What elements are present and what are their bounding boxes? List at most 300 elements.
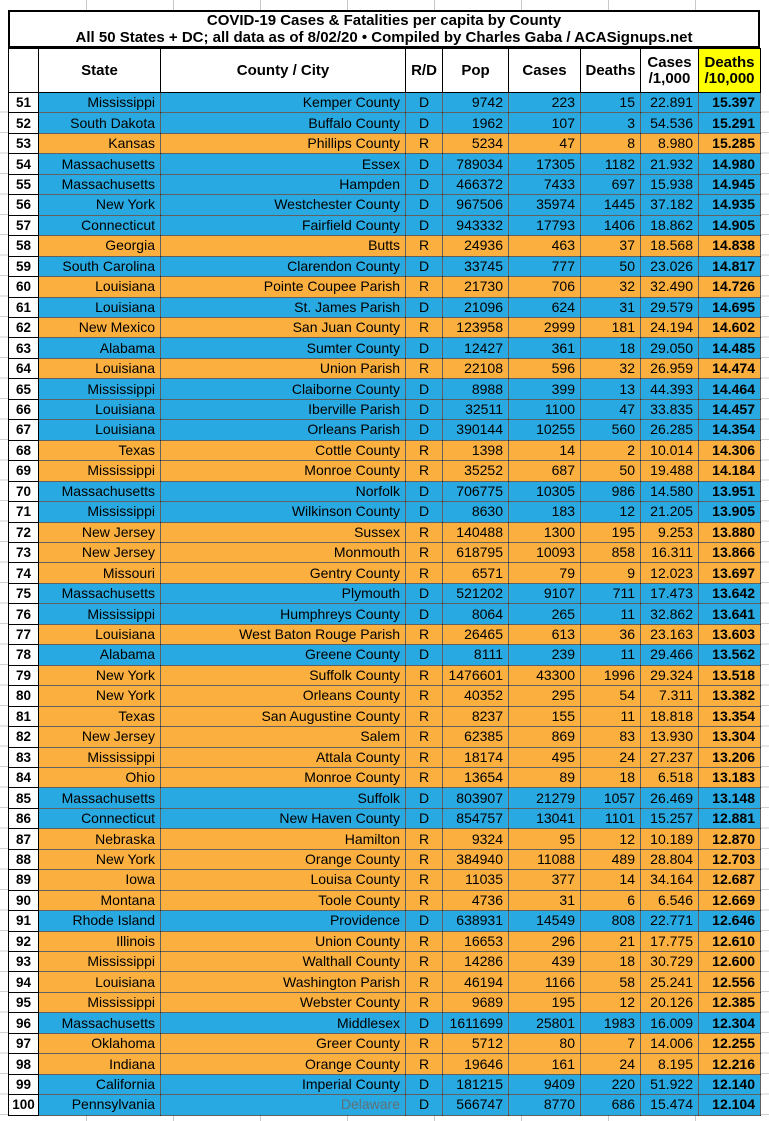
row-pop-cell[interactable]: 21730 [443, 277, 509, 297]
row-party-cell[interactable]: D [406, 113, 443, 133]
row-rank-cell[interactable]: 93 [9, 952, 39, 972]
row-county-cell[interactable]: Humphreys County [161, 604, 406, 624]
row-pop-cell[interactable]: 123958 [443, 317, 509, 337]
row-party-cell[interactable]: D [406, 215, 443, 235]
row-deaths-per-10000-cell[interactable]: 12.556 [699, 972, 761, 992]
row-pop-cell[interactable]: 16653 [443, 931, 509, 951]
row-deaths-cell[interactable]: 560 [581, 420, 641, 440]
row-rank-cell[interactable]: 87 [9, 829, 39, 849]
row-rank-cell[interactable]: 85 [9, 788, 39, 808]
row-county-cell[interactable]: Iberville Parish [161, 399, 406, 419]
row-pop-cell[interactable]: 618795 [443, 542, 509, 562]
row-party-cell[interactable]: R [406, 563, 443, 583]
row-deaths-cell[interactable]: 36 [581, 624, 641, 644]
row-deaths-cell[interactable]: 24 [581, 1054, 641, 1074]
row-county-cell[interactable]: Toole County [161, 890, 406, 910]
row-party-cell[interactable]: D [406, 911, 443, 931]
row-rank-cell[interactable]: 58 [9, 236, 39, 256]
row-deaths-cell[interactable]: 11 [581, 604, 641, 624]
row-state-cell[interactable]: Louisiana [39, 297, 161, 317]
row-state-cell[interactable]: Missouri [39, 563, 161, 583]
row-pop-cell[interactable]: 40352 [443, 686, 509, 706]
row-rank-cell[interactable]: 52 [9, 113, 39, 133]
row-cases-per-1000-cell[interactable]: 29.050 [641, 338, 699, 358]
row-county-cell[interactable]: Webster County [161, 992, 406, 1012]
row-county-cell[interactable]: Suffolk County [161, 665, 406, 685]
row-party-cell[interactable]: D [406, 174, 443, 194]
row-state-cell[interactable]: Louisiana [39, 277, 161, 297]
row-deaths-cell[interactable]: 24 [581, 747, 641, 767]
row-cases-per-1000-cell[interactable]: 6.546 [641, 890, 699, 910]
row-cases-cell[interactable]: 107 [509, 113, 581, 133]
row-state-cell[interactable]: Massachusetts [39, 788, 161, 808]
row-deaths-per-10000-cell[interactable]: 13.642 [699, 583, 761, 603]
row-party-cell[interactable]: R [406, 461, 443, 481]
row-pop-cell[interactable]: 62385 [443, 727, 509, 747]
row-county-cell[interactable]: Washington Parish [161, 972, 406, 992]
row-cases-per-1000-cell[interactable]: 9.253 [641, 522, 699, 542]
row-party-cell[interactable]: D [406, 645, 443, 665]
row-rank-cell[interactable]: 61 [9, 297, 39, 317]
row-cases-per-1000-cell[interactable]: 21.932 [641, 154, 699, 174]
row-party-cell[interactable]: R [406, 870, 443, 890]
row-deaths-cell[interactable]: 1057 [581, 788, 641, 808]
row-pop-cell[interactable]: 11035 [443, 870, 509, 890]
row-state-cell[interactable]: Massachusetts [39, 481, 161, 501]
row-county-cell[interactable]: Butts [161, 236, 406, 256]
row-deaths-per-10000-cell[interactable]: 13.518 [699, 665, 761, 685]
row-pop-cell[interactable]: 8064 [443, 604, 509, 624]
row-pop-cell[interactable]: 46194 [443, 972, 509, 992]
row-cases-cell[interactable]: 239 [509, 645, 581, 665]
row-deaths-per-10000-cell[interactable]: 12.304 [699, 1013, 761, 1033]
row-state-cell[interactable]: Montana [39, 890, 161, 910]
row-deaths-per-10000-cell[interactable]: 14.980 [699, 154, 761, 174]
row-deaths-cell[interactable]: 8 [581, 133, 641, 153]
row-cases-per-1000-cell[interactable]: 29.466 [641, 645, 699, 665]
row-cases-cell[interactable]: 596 [509, 358, 581, 378]
row-cases-cell[interactable]: 687 [509, 461, 581, 481]
row-rank-cell[interactable]: 65 [9, 379, 39, 399]
row-cases-cell[interactable]: 89 [509, 767, 581, 787]
row-deaths-cell[interactable]: 14 [581, 870, 641, 890]
row-party-cell[interactable]: D [406, 583, 443, 603]
row-state-cell[interactable]: Mississippi [39, 992, 161, 1012]
row-county-cell[interactable]: Imperial County [161, 1074, 406, 1094]
row-party-cell[interactable]: D [406, 379, 443, 399]
row-cases-cell[interactable]: 295 [509, 686, 581, 706]
row-state-cell[interactable]: Oklahoma [39, 1033, 161, 1053]
row-pop-cell[interactable]: 967506 [443, 195, 509, 215]
row-state-cell[interactable]: Massachusetts [39, 1013, 161, 1033]
row-deaths-cell[interactable]: 18 [581, 338, 641, 358]
row-deaths-per-10000-cell[interactable]: 13.603 [699, 624, 761, 644]
row-deaths-cell[interactable]: 711 [581, 583, 641, 603]
row-cases-cell[interactable]: 14 [509, 440, 581, 460]
row-cases-cell[interactable]: 265 [509, 604, 581, 624]
row-party-cell[interactable]: R [406, 236, 443, 256]
row-cases-per-1000-cell[interactable]: 54.536 [641, 113, 699, 133]
row-county-cell[interactable]: Hamilton [161, 829, 406, 849]
row-party-cell[interactable]: D [406, 1013, 443, 1033]
row-party-cell[interactable]: D [406, 808, 443, 828]
col-header-deaths[interactable]: Deaths [581, 49, 641, 93]
row-rank-cell[interactable]: 56 [9, 195, 39, 215]
row-deaths-per-10000-cell[interactable]: 12.140 [699, 1074, 761, 1094]
row-cases-per-1000-cell[interactable]: 13.930 [641, 727, 699, 747]
row-deaths-per-10000-cell[interactable]: 13.562 [699, 645, 761, 665]
col-header-cases-per-1000[interactable] [641, 49, 699, 93]
row-party-cell[interactable]: D [406, 420, 443, 440]
row-state-cell[interactable]: Mississippi [39, 93, 161, 113]
row-pop-cell[interactable]: 466372 [443, 174, 509, 194]
row-cases-cell[interactable]: 1300 [509, 522, 581, 542]
row-county-cell[interactable]: Hampden [161, 174, 406, 194]
row-party-cell[interactable]: D [406, 256, 443, 276]
row-cases-per-1000-cell[interactable]: 15.474 [641, 1095, 699, 1115]
row-county-cell[interactable]: New Haven County [161, 808, 406, 828]
row-rank-cell[interactable]: 73 [9, 542, 39, 562]
row-cases-per-1000-cell[interactable]: 16.009 [641, 1013, 699, 1033]
row-deaths-cell[interactable]: 6 [581, 890, 641, 910]
row-deaths-cell[interactable]: 58 [581, 972, 641, 992]
row-cases-per-1000-cell[interactable]: 15.257 [641, 808, 699, 828]
row-state-cell[interactable]: Massachusetts [39, 174, 161, 194]
row-deaths-cell[interactable]: 32 [581, 277, 641, 297]
row-deaths-cell[interactable]: 686 [581, 1095, 641, 1115]
row-county-cell[interactable]: Sussex [161, 522, 406, 542]
row-deaths-per-10000-cell[interactable]: 14.464 [699, 379, 761, 399]
row-cases-per-1000-cell[interactable]: 34.164 [641, 870, 699, 890]
col-header-pop[interactable]: Pop [443, 49, 509, 93]
row-pop-cell[interactable]: 19646 [443, 1054, 509, 1074]
row-deaths-cell[interactable]: 220 [581, 1074, 641, 1094]
row-cases-cell[interactable]: 9107 [509, 583, 581, 603]
row-cases-per-1000-cell[interactable]: 18.818 [641, 706, 699, 726]
row-pop-cell[interactable]: 521202 [443, 583, 509, 603]
row-cases-per-1000-cell[interactable]: 26.469 [641, 788, 699, 808]
row-cases-per-1000-cell[interactable]: 30.729 [641, 952, 699, 972]
row-county-cell[interactable]: Monroe County [161, 461, 406, 481]
row-cases-per-1000-cell[interactable]: 37.182 [641, 195, 699, 215]
row-county-cell[interactable]: Providence [161, 911, 406, 931]
row-county-cell[interactable]: Sumter County [161, 338, 406, 358]
row-state-cell[interactable]: Mississippi [39, 461, 161, 481]
row-state-cell[interactable]: South Carolina [39, 256, 161, 276]
row-cases-cell[interactable]: 13041 [509, 808, 581, 828]
row-cases-cell[interactable]: 95 [509, 829, 581, 849]
row-deaths-per-10000-cell[interactable]: 13.206 [699, 747, 761, 767]
row-rank-cell[interactable]: 88 [9, 849, 39, 869]
row-deaths-per-10000-cell[interactable]: 14.184 [699, 461, 761, 481]
row-deaths-cell[interactable]: 1983 [581, 1013, 641, 1033]
row-deaths-cell[interactable]: 986 [581, 481, 641, 501]
row-deaths-per-10000-cell[interactable]: 13.183 [699, 767, 761, 787]
row-state-cell[interactable]: Mississippi [39, 747, 161, 767]
row-cases-per-1000-cell[interactable]: 16.311 [641, 542, 699, 562]
row-deaths-cell[interactable]: 489 [581, 849, 641, 869]
row-pop-cell[interactable]: 14286 [443, 952, 509, 972]
row-pop-cell[interactable]: 789034 [443, 154, 509, 174]
row-rank-cell[interactable]: 89 [9, 870, 39, 890]
row-pop-cell[interactable]: 803907 [443, 788, 509, 808]
row-cases-cell[interactable]: 7433 [509, 174, 581, 194]
row-pop-cell[interactable]: 706775 [443, 481, 509, 501]
row-rank-cell[interactable]: 84 [9, 767, 39, 787]
row-state-cell[interactable]: South Dakota [39, 113, 161, 133]
table-title-box[interactable] [8, 10, 760, 48]
row-cases-per-1000-cell[interactable]: 8.195 [641, 1054, 699, 1074]
row-deaths-per-10000-cell[interactable]: 12.600 [699, 952, 761, 972]
row-deaths-cell[interactable]: 18 [581, 767, 641, 787]
row-state-cell[interactable]: New York [39, 686, 161, 706]
row-cases-per-1000-cell[interactable]: 21.205 [641, 502, 699, 522]
row-party-cell[interactable]: D [406, 502, 443, 522]
row-party-cell[interactable]: D [406, 604, 443, 624]
row-deaths-per-10000-cell[interactable]: 14.474 [699, 358, 761, 378]
row-cases-cell[interactable]: 613 [509, 624, 581, 644]
row-deaths-cell[interactable]: 12 [581, 992, 641, 1012]
row-deaths-cell[interactable]: 1445 [581, 195, 641, 215]
row-deaths-per-10000-cell[interactable]: 14.838 [699, 236, 761, 256]
row-state-cell[interactable]: New Jersey [39, 542, 161, 562]
row-county-cell[interactable]: Monmouth [161, 542, 406, 562]
row-party-cell[interactable]: D [406, 1095, 443, 1115]
row-deaths-cell[interactable]: 11 [581, 706, 641, 726]
row-cases-cell[interactable]: 399 [509, 379, 581, 399]
row-county-cell[interactable]: Union Parish [161, 358, 406, 378]
row-rank-cell[interactable]: 69 [9, 461, 39, 481]
row-cases-cell[interactable]: 10255 [509, 420, 581, 440]
row-cases-per-1000-cell[interactable]: 8.980 [641, 133, 699, 153]
row-pop-cell[interactable]: 854757 [443, 808, 509, 828]
row-deaths-per-10000-cell[interactable]: 12.255 [699, 1033, 761, 1053]
row-pop-cell[interactable]: 4736 [443, 890, 509, 910]
row-cases-per-1000-cell[interactable]: 22.891 [641, 93, 699, 113]
row-county-cell[interactable]: Attala County [161, 747, 406, 767]
row-rank-cell[interactable]: 53 [9, 133, 39, 153]
row-party-cell[interactable]: R [406, 952, 443, 972]
row-cases-per-1000-cell[interactable]: 23.163 [641, 624, 699, 644]
row-county-cell[interactable]: St. James Parish [161, 297, 406, 317]
row-party-cell[interactable]: R [406, 706, 443, 726]
row-cases-cell[interactable]: 377 [509, 870, 581, 890]
row-cases-cell[interactable]: 10093 [509, 542, 581, 562]
row-state-cell[interactable]: Georgia [39, 236, 161, 256]
row-cases-per-1000-cell[interactable]: 44.393 [641, 379, 699, 399]
row-pop-cell[interactable]: 8630 [443, 502, 509, 522]
row-pop-cell[interactable]: 22108 [443, 358, 509, 378]
row-cases-cell[interactable]: 161 [509, 1054, 581, 1074]
row-cases-per-1000-cell[interactable]: 17.473 [641, 583, 699, 603]
row-pop-cell[interactable]: 1398 [443, 440, 509, 460]
row-deaths-per-10000-cell[interactable]: 13.382 [699, 686, 761, 706]
row-state-cell[interactable]: Mississippi [39, 952, 161, 972]
row-rank-cell[interactable]: 92 [9, 931, 39, 951]
row-cases-per-1000-cell[interactable]: 29.579 [641, 297, 699, 317]
row-deaths-per-10000-cell[interactable]: 14.726 [699, 277, 761, 297]
row-pop-cell[interactable]: 8111 [443, 645, 509, 665]
row-party-cell[interactable]: D [406, 154, 443, 174]
row-deaths-cell[interactable]: 83 [581, 727, 641, 747]
row-county-cell[interactable]: Orleans Parish [161, 420, 406, 440]
row-deaths-per-10000-cell[interactable]: 14.354 [699, 420, 761, 440]
row-state-cell[interactable]: Louisiana [39, 399, 161, 419]
row-rank-cell[interactable]: 75 [9, 583, 39, 603]
row-cases-cell[interactable]: 31 [509, 890, 581, 910]
row-rank-cell[interactable]: 81 [9, 706, 39, 726]
row-cases-cell[interactable]: 17305 [509, 154, 581, 174]
row-rank-cell[interactable]: 54 [9, 154, 39, 174]
row-county-cell[interactable]: Clarendon County [161, 256, 406, 276]
col-header-rank[interactable] [9, 49, 39, 93]
row-cases-per-1000-cell[interactable]: 18.568 [641, 236, 699, 256]
row-party-cell[interactable]: R [406, 849, 443, 869]
row-cases-per-1000-cell[interactable]: 28.804 [641, 849, 699, 869]
row-cases-per-1000-cell[interactable]: 10.189 [641, 829, 699, 849]
row-deaths-per-10000-cell[interactable]: 14.457 [699, 399, 761, 419]
row-cases-cell[interactable]: 195 [509, 992, 581, 1012]
row-cases-cell[interactable]: 1166 [509, 972, 581, 992]
row-party-cell[interactable]: R [406, 440, 443, 460]
row-deaths-cell[interactable]: 13 [581, 379, 641, 399]
row-rank-cell[interactable]: 55 [9, 174, 39, 194]
row-deaths-cell[interactable]: 15 [581, 93, 641, 113]
row-state-cell[interactable]: New York [39, 849, 161, 869]
col-header-state[interactable]: State [39, 49, 161, 93]
row-county-cell[interactable]: Monroe County [161, 767, 406, 787]
row-deaths-cell[interactable]: 12 [581, 829, 641, 849]
row-county-cell[interactable]: Phillips County [161, 133, 406, 153]
row-county-cell[interactable]: Suffolk [161, 788, 406, 808]
row-rank-cell[interactable]: 100 [9, 1095, 39, 1115]
row-state-cell[interactable]: New York [39, 195, 161, 215]
row-cases-per-1000-cell[interactable]: 26.959 [641, 358, 699, 378]
row-cases-cell[interactable]: 14549 [509, 911, 581, 931]
row-deaths-per-10000-cell[interactable]: 15.291 [699, 113, 761, 133]
row-pop-cell[interactable]: 638931 [443, 911, 509, 931]
row-county-cell[interactable]: Orange County [161, 849, 406, 869]
row-deaths-per-10000-cell[interactable]: 13.304 [699, 727, 761, 747]
row-cases-per-1000-cell[interactable]: 27.237 [641, 747, 699, 767]
col-header-cases[interactable]: Cases [509, 49, 581, 93]
row-cases-per-1000-cell[interactable]: 32.490 [641, 277, 699, 297]
row-cases-cell[interactable]: 10305 [509, 481, 581, 501]
row-deaths-cell[interactable]: 808 [581, 911, 641, 931]
row-party-cell[interactable]: D [406, 788, 443, 808]
row-party-cell[interactable]: R [406, 727, 443, 747]
row-pop-cell[interactable]: 24936 [443, 236, 509, 256]
row-cases-cell[interactable]: 17793 [509, 215, 581, 235]
row-cases-cell[interactable]: 79 [509, 563, 581, 583]
row-rank-cell[interactable]: 79 [9, 665, 39, 685]
row-state-cell[interactable]: Rhode Island [39, 911, 161, 931]
row-cases-cell[interactable]: 183 [509, 502, 581, 522]
row-party-cell[interactable]: R [406, 931, 443, 951]
row-cases-cell[interactable]: 155 [509, 706, 581, 726]
row-pop-cell[interactable]: 5234 [443, 133, 509, 153]
row-county-cell[interactable]: Louisa County [161, 870, 406, 890]
row-party-cell[interactable]: D [406, 481, 443, 501]
row-party-cell[interactable]: D [406, 297, 443, 317]
row-state-cell[interactable]: Pennsylvania [39, 1095, 161, 1115]
row-state-cell[interactable]: Connecticut [39, 808, 161, 828]
row-cases-per-1000-cell[interactable]: 17.775 [641, 931, 699, 951]
row-cases-per-1000-cell[interactable]: 23.026 [641, 256, 699, 276]
row-party-cell[interactable]: D [406, 1074, 443, 1094]
row-county-cell[interactable]: Gentry County [161, 563, 406, 583]
row-pop-cell[interactable]: 8988 [443, 379, 509, 399]
row-cases-cell[interactable]: 624 [509, 297, 581, 317]
row-pop-cell[interactable]: 390144 [443, 420, 509, 440]
row-county-cell[interactable]: Wilkinson County [161, 502, 406, 522]
row-state-cell[interactable]: Mississippi [39, 379, 161, 399]
row-cases-per-1000-cell[interactable]: 18.862 [641, 215, 699, 235]
row-deaths-cell[interactable]: 18 [581, 952, 641, 972]
row-cases-per-1000-cell[interactable]: 29.324 [641, 665, 699, 685]
row-deaths-cell[interactable]: 21 [581, 931, 641, 951]
row-county-cell[interactable]: San Augustine County [161, 706, 406, 726]
row-rank-cell[interactable]: 59 [9, 256, 39, 276]
row-cases-cell[interactable]: 869 [509, 727, 581, 747]
row-deaths-cell[interactable]: 1996 [581, 665, 641, 685]
row-deaths-cell[interactable]: 9 [581, 563, 641, 583]
row-party-cell[interactable]: R [406, 890, 443, 910]
row-deaths-per-10000-cell[interactable]: 14.817 [699, 256, 761, 276]
row-party-cell[interactable]: R [406, 686, 443, 706]
row-state-cell[interactable]: Massachusetts [39, 154, 161, 174]
row-county-cell[interactable]: Claiborne County [161, 379, 406, 399]
row-deaths-cell[interactable]: 50 [581, 256, 641, 276]
row-rank-cell[interactable]: 51 [9, 93, 39, 113]
row-pop-cell[interactable]: 140488 [443, 522, 509, 542]
row-cases-per-1000-cell[interactable]: 10.014 [641, 440, 699, 460]
row-county-cell[interactable]: Greene County [161, 645, 406, 665]
row-party-cell[interactable]: R [406, 522, 443, 542]
row-county-cell[interactable]: Greer County [161, 1033, 406, 1053]
row-cases-cell[interactable]: 21279 [509, 788, 581, 808]
row-county-cell[interactable]: Essex [161, 154, 406, 174]
row-pop-cell[interactable]: 181215 [443, 1074, 509, 1094]
row-state-cell[interactable]: New York [39, 665, 161, 685]
row-cases-cell[interactable]: 706 [509, 277, 581, 297]
row-deaths-per-10000-cell[interactable]: 12.669 [699, 890, 761, 910]
row-deaths-per-10000-cell[interactable]: 13.148 [699, 788, 761, 808]
row-party-cell[interactable]: D [406, 399, 443, 419]
row-deaths-per-10000-cell[interactable]: 14.306 [699, 440, 761, 460]
col-header-deaths-per-10000[interactable] [699, 49, 761, 93]
row-county-cell[interactable]: West Baton Rouge Parish [161, 624, 406, 644]
row-rank-cell[interactable]: 96 [9, 1013, 39, 1033]
row-pop-cell[interactable]: 35252 [443, 461, 509, 481]
row-deaths-cell[interactable]: 181 [581, 317, 641, 337]
row-state-cell[interactable]: Alabama [39, 645, 161, 665]
row-deaths-per-10000-cell[interactable]: 12.385 [699, 992, 761, 1012]
row-county-cell[interactable]: Westchester County [161, 195, 406, 215]
row-deaths-cell[interactable]: 31 [581, 297, 641, 317]
row-party-cell[interactable]: R [406, 1054, 443, 1074]
row-cases-cell[interactable]: 9409 [509, 1074, 581, 1094]
row-pop-cell[interactable]: 566747 [443, 1095, 509, 1115]
row-cases-cell[interactable]: 47 [509, 133, 581, 153]
row-pop-cell[interactable]: 1962 [443, 113, 509, 133]
row-county-cell[interactable]: Buffalo County [161, 113, 406, 133]
row-cases-per-1000-cell[interactable]: 7.311 [641, 686, 699, 706]
row-deaths-per-10000-cell[interactable]: 12.610 [699, 931, 761, 951]
row-party-cell[interactable]: R [406, 277, 443, 297]
row-state-cell[interactable]: Indiana [39, 1054, 161, 1074]
row-cases-per-1000-cell[interactable]: 51.922 [641, 1074, 699, 1094]
